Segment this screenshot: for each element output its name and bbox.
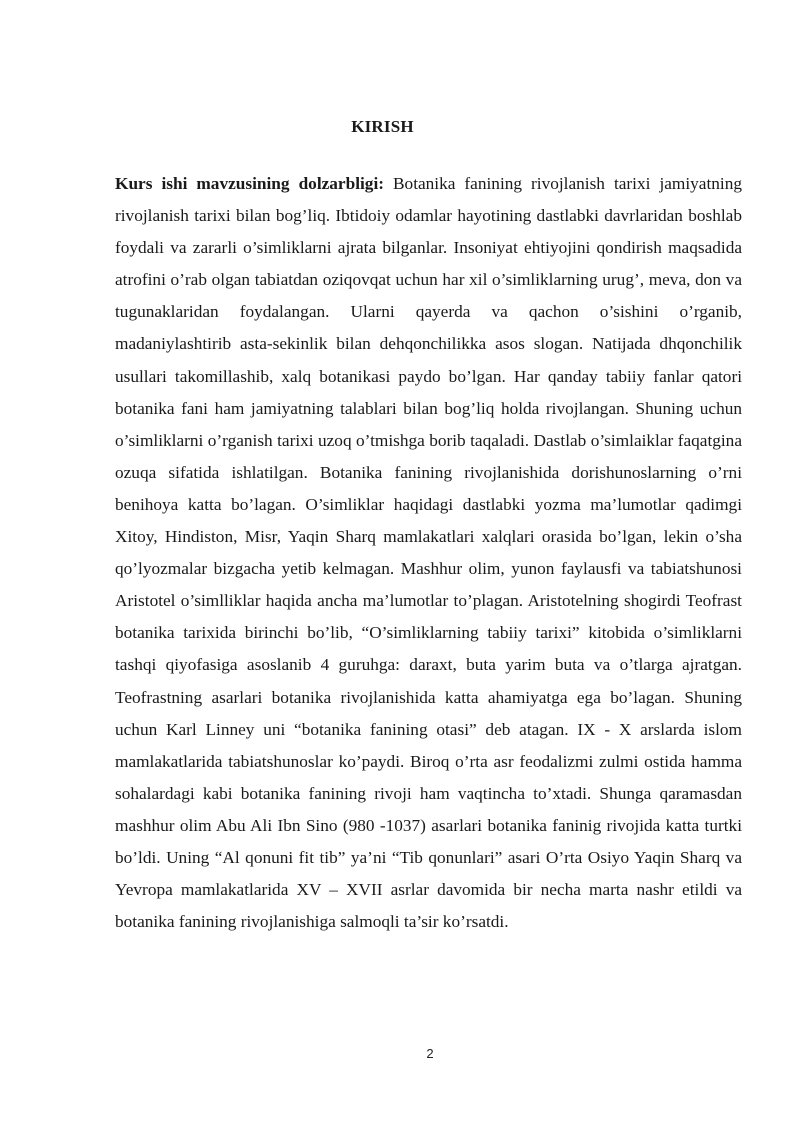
page-number: 2 bbox=[426, 1046, 434, 1061]
section-heading: KIRISH bbox=[351, 117, 414, 136]
body-paragraph bbox=[115, 168, 742, 938]
paragraph-text: Botanika fanining rivojlanish tarixi jamiyatning rivojlanish tarixi bilan bog’liq. Ibtidoiy odamlar hayotining dastlabki davrlaridan boshlab foydali va zararli o’simliklarni ajrata bilganlar. Insoniyat ehtiyojini qondirish maqsadida atrofini o’rab olgan tabiatdan oziqovqat uchun har xil o’simliklarning urug’, meva, don va tugunaklaridan foydalangan. Ularni qayerda va qachon o’sishini o’rganib, madaniylashtirib asta-sekinlik bilan dehqonchilikka asos slogan. Natijada dhqonchilik usullari takomillashib, xalq botanikasi paydo bo’lgan. Har qanday tabiiy fanlar qatori botanika fani ham jamiyatning talablari bilan bog’liq holda rivojlangan. Shuning uchun o’simliklarni o’rganish tarixi uzoq o’tmishga borib taqaladi. Dastlab o’simlaiklar faqatgina ozuqa sifatida ishlatilgan. Botanika fanining rivojlanishida dorishunoslarning o’rni benihoya katta bo’lagan. O’simliklar haqidagi dastlabki yozma ma’lumotlar qadimgi Xitoy, Hindiston, Misr, Yaqin Sharq mamlakatlari xalqlari orasida bo’lgan, lekin o’sha qo’lyozmalar bizgacha yetib kelmagan. Mashhur olim, yunon faylausfi va tabiatshunosi Aristotel o’simlliklar haqida ancha ma’lumotlar to’plagan. Aristotelning shogirdi Teofrast botanika tarixida birinchi bo’lib, “O’simliklarning tabiiy tarixi” kitobida o’simliklarni tashqi qiyofasiga asoslanib 4 guruhga: daraxt, buta yarim buta va o’tlarga ajratgan. Teofrastning asarlari botanika rivojlanishida katta ahamiyatga ega bo’lagan. Shuning uchun Karl Linney uni “botanika fanining otasi” deb atagan. IX - X arslarda islom mamlakatlarida tabiatshunoslar ko’paydi. Biroq o’rta asr feodalizmi zulmi ostida hamma sohalardagi kabi botanika fanining rivoji ham vaqtincha to’xtadi. Shunga qaramasdan mashhur olim Abu Ali Ibn Sino (980 -1037) asarlari botanika faninig rivojida katta turtki bo’ldi. Uning “Al qonuni fit tib” ya’ni “Tib qonunlari” asari O’rta Osiyo Yaqin Sharq va Yevropa mamlakatlarida XV – XVII asrlar davomida bir necha marta nashr etildi va botanika fanining rivojlanishiga salmoqli ta’sir ko’rsatdi. bbox=[115, 174, 742, 932]
paragraph-lead: Kurs ishi mavzusining dolzarbligi: bbox=[115, 174, 385, 193]
